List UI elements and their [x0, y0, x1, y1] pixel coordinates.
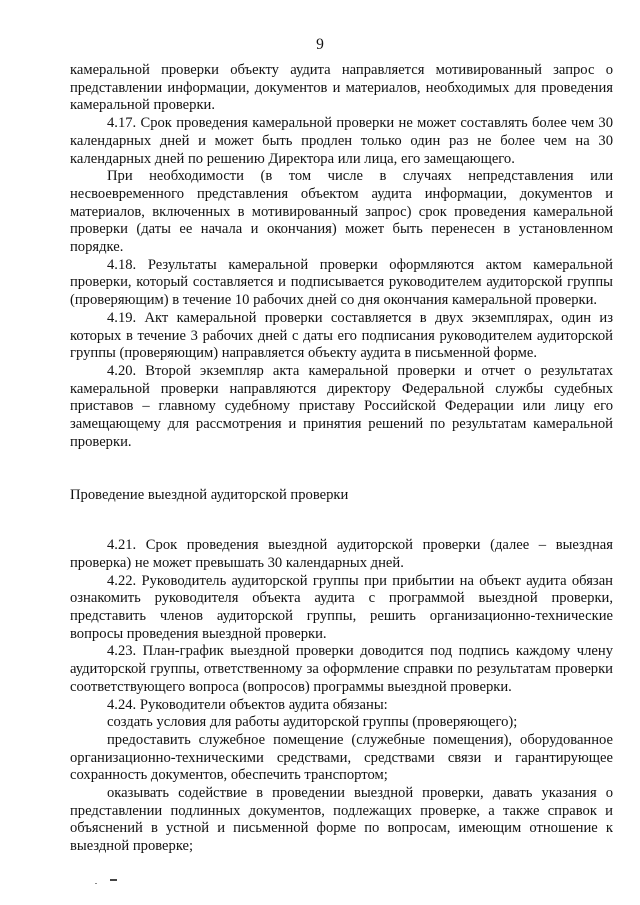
- paragraph: 4.24. Руководители объектов аудита обязаны:: [107, 696, 388, 713]
- paragraph: 4.19. Акт камеральной проверки составляется в двух экземплярах, один из которых в течение 3 рабочих дней с даты его подписания руководителем аудиторской группы (проверяющим) направляется объекту аудита в письменной форме.: [70, 309, 613, 362]
- scan-mark: [110, 879, 117, 881]
- paragraphs-after: [70, 537, 613, 856]
- section-heading: Проведение выездной аудиторской проверки: [70, 487, 349, 504]
- document-body: [70, 62, 613, 856]
- paragraph: камеральной проверки объекту аудита направляется мотивированный запрос о представлении информации, документов и материалов, необходимых для проведения камеральной проверки.: [70, 62, 613, 114]
- paragraph: 4.21. Срок проведения выездной аудиторской проверки (далее – выездная проверка) не может превышать 30 календарных дней.: [70, 537, 613, 571]
- scan-speck: [95, 883, 97, 884]
- paragraph: создать условия для работы аудиторской группы (проверяющего);: [107, 714, 518, 731]
- paragraph: предоставить служебное помещение (служебные помещения), оборудованное организационно-техническими средствами, средствами связи и гарантирующее сохранность документов, обеспечить транспортом;: [70, 731, 613, 784]
- paragraph: оказывать содействие в проведении выездной проверки, давать указания о представлении подлинных документов, подлежащих проверке, а также справок и объяснений в устной и письменной форме по вопросам, имеющим отношение к выездной проверке;: [70, 785, 613, 855]
- paragraph: При необходимости (в том числе в случаях непредставления или несвоевременного представления объектом аудита информации, документов и материалов, включенных в мотивированный запрос) срок проведения камеральной проверки (даты ее начала и окончания) может быть перенесен в установленном порядке.: [70, 168, 613, 256]
- paragraph: 4.22. Руководитель аудиторской группы при прибытии на объект аудита обязан ознакомить руководителя объекта аудита с программой выездной проверки, представить членов аудиторской группы, решить организационно-технические вопросы проведения выездной проверки.: [70, 572, 613, 642]
- paragraph: 4.23. План-график выездной проверки доводится под подпись каждому члену аудиторской группы, ответственному за оформление справки по результатам проверки соответствующего вопроса (вопросов) программы выездной проверки.: [70, 643, 613, 695]
- paragraphs-before: [70, 62, 613, 451]
- page-number: 9: [316, 36, 324, 53]
- paragraph: 4.20. Второй экземпляр акта камеральной проверки и отчет о результатах камеральной проверки направляются директору Федеральной службы судебных приставов – главному судебному приставу Российской Федерации или лицу его замещающему для рассмотрения и принятия решений по результатам камеральной проверки.: [70, 362, 613, 450]
- paragraph: 4.18. Результаты камеральной проверки оформляются актом камеральной проверки, который составляется и подписывается руководителем аудиторской группы (проверяющим) в течение 10 рабочих дней со дня окончания камеральной проверки.: [70, 256, 613, 309]
- paragraph: 4.17. Срок проведения камеральной проверки не может составлять более чем 30 календарных дней и может быть продлен только один раз не более чем на 30 календарных дней по решению Директора или лица, его замещающего.: [70, 115, 613, 167]
